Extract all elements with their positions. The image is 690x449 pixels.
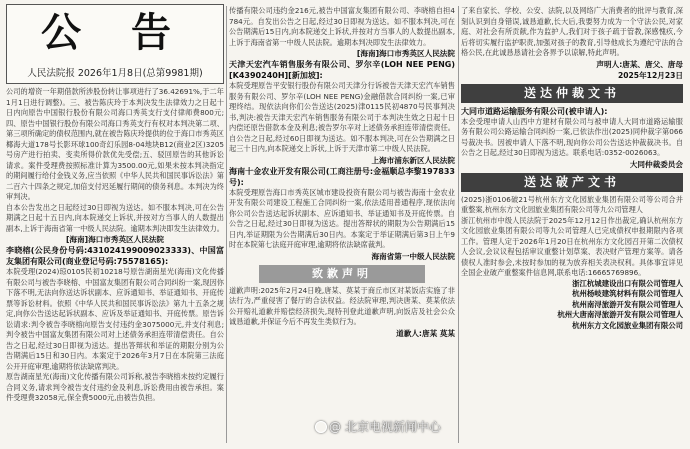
notice-paragraph: (2025)浙0106破21号杭州东方文化园旅业集团有限公司等公司合并重整案,杭州东方文化园旅业集团有限公司等九公司管理人 (461, 194, 683, 214)
column-middle (229, 0, 455, 449)
statement-signers: 声明人:唐某、唐父、唐母 (596, 59, 683, 69)
column-divider (458, 6, 459, 443)
notice-paragraph: 道歉声明:2025年2月24日晚,唐某、莫某于商丘市区对某饭店实施了非法行为,严重侵害了餐厅的合法权益。经法院审理,判决唐某、莫某依法公开赔礼道歉并赔偿经济损失,现特刊登此道歉声明,向饭店及社会公众诚恳道歉,并保证今后不再发生类似行为。 (229, 285, 455, 326)
administrator-list: 浙江杭城建设出口有限公司管理人 杭州杨岐建筑材料有限公司管理人 杭州南浔旅游开发有限公司管理人 杭州大唐南浔旅游开发有限公司管理人 杭州东方文化园旅业集团有限公司 (557, 278, 683, 330)
court-signature: 上海市浦东新区人民法院 (371, 155, 455, 165)
watermark (315, 418, 441, 435)
arbitration-banner: 送达仲裁文书 (461, 84, 683, 103)
court-signature: 海南省第一中级人民法院 (371, 251, 455, 261)
watermark-text: @ 北京电视新闻中心 (329, 420, 441, 434)
notice-paragraph: 浙江杭州市中级人民法院于2025年12月12日作出裁定,确认杭州东方文化园旅业集团有限公司等九公司管理人已完成债权申报期限内各项工作。管理人定于2026年1月20日在杭州东方文化园召开第二次债权人会议,会议议程包括审议重整计划草案、表决财产管理方案等。请各债权人准时参会,未按时参加的视为放弃相关表决权利。具体事宜详见全国企业破产重整案件信息网,联系电话:16665769896。 (461, 215, 683, 277)
weibo-icon (315, 421, 327, 433)
apology-signers: 道歉人:唐某 莫某 (396, 328, 455, 338)
notice-paragraph: 本院受理(2024)琼0105民初10218号原告湖南星光(海南)文化传播有限公司与被告李晓榕、中国富友集团有限公司合同纠纷一案,现因你下落不明,无法向你送达诉状副本、应诉通知书、举证通知书、开庭传票等诉讼材料。依照《中华人民共和国民事诉讼法》第九十五条之规定,向你公告送达起诉状副本、应诉及举证通知书、开庭传票。原告诉讼请求:判令被告李晓榕向原告支付违约金3075000元,并支付利息;判令被告中国富友集团有限公司对上述债务承担连带清偿责任。自公告之日起,经过30日即视为送达。提出答辩状和举证的期限分别为公告期满后15日和30日内。本案定于2026年3月7日在本院第三法庭公开开庭审理,逾期将依法缺席判决。 (6, 267, 224, 371)
notice-paragraph: 本院受理原告平安银行股份有限公司天津分行诉被告天津天宏汽车销售服务有限公司、罗尔辛(LOH NEE PENG)金融借款合同纠纷一案,已审理终结。现依法向你们公告送达(2025)津0115民初4870号民事判决书,判决:被告天津天宏汽车销售服务有限公司于本判决生效之日起十日内偿还原告借款本金及利息;被告罗尔辛对上述债务承担连带清偿责任。自公告之日起,经过60日即视为送达。如不服本判决,可在公告期满之日起三十日内,向本院递交上诉状,上诉于天津市第二中级人民法院。 (229, 81, 455, 153)
apology-banner: 致歉声明 (259, 265, 425, 283)
notice-paragraph: 了来自家长、学校、公安、法院,以及网络广大消费者的批评与教育,深刻认识到自身错误,诚恳道歉,长大后,我要努力成为一个守法公民,对家庭、对社会有所贡献,作为监护人,我们对于孩子疏于管教,深感愧疚,今后将切实履行监护职责,加强对孩子的教育,引导他成长为遵纪守法的合格公民,在此诚恳恳请社会各界予以谅解,特此声明。 (461, 6, 683, 57)
masthead-title: 公 告 (41, 9, 189, 56)
notice-paragraph: 本院受理原告海口市秀英区城市建设投资有限公司与被告海南十金农业开发有限公司建设工程施工合同纠纷一案,依法适用普通程序,现依法向你公司公告送达起诉状副本、应诉通知书、举证通知书及开庭传票。自公告之日起,经过30日即视为送达。提出答辩状的期限为公告期满后15日内,举证期限为公告期满后30日内。本案定于举证期满后第3日上午9时在本院第七法庭开庭审理,逾期将依法缺席裁判。 (229, 187, 455, 249)
bankruptcy-banner: 送达破产文书 (461, 173, 683, 192)
arbitration-signature: 大同仲裁委员会 (629, 159, 683, 169)
court-signature: [海南]海口市秀英区人民法院 (356, 49, 455, 58)
notice-paragraph: 自本公告发出之日起经过30日即视为送达。如不服本判决,可在公告期满之日起十五日内,向本院递交上诉状,并按对方当事人的人数提出副本,上诉于海南省第一中级人民法院。逾期本判决即发生法律效力。 (6, 202, 224, 233)
column-divider (226, 6, 227, 443)
case-heading: 李晓榕(公民身份号码:431024199009023333)、中国富友集团有限公司(商业登记号码:75578165): (6, 246, 224, 266)
notice-paragraph: 本会受理申请人山西中方建材有限公司与被申请人大同市道路运输服务有限公司公路运输合同纠纷一案,已依法作出(2025)同仲裁字第066号裁决书。因被申请人下落不明,现向你公司公告送达仲裁裁决书。自公告之日起,经过30日即视为送达。联系电话:0352-0026063。 (461, 116, 683, 157)
notice-paragraph: 公司的增资一年期借款所涉股份转让事项进行了36.42691%,于二年1月1日进行调整)。三、被告陈庆玲于本判决发生法律效力之日起十日内向原告中国银行股份有限公司海口秀英支行支付律师费800元;四、原告中国银行股份有限公司海口秀英支行有权对本判决第二项、第三项所确定的债权范围内,就在被告陈庆玲提供的位于海口市秀英区椰海大道178号长影环球100奇幻乐园8-04地块B12(商业2区)3205号房产进行拍卖、变卖所得价款优先受偿;五、驳回原告的其他诉讼请求。案件受理费按照标准计算为3500.00元,如果未按本判决指定的期间履行给付金钱义务,应当依照《中华人民共和国民事诉讼法》第二百六十四条之规定,加倍支付迟延履行期间的债务利息。本判决为终审判决。 (6, 87, 224, 201)
notice-paragraph: 原告湖南星光(海南)文化传播有限公司诉称,被告李晓榕未按约定履行合同义务,请求判令被告支付违约金及利息,诉讼费用由被告承担。案件受理费32058元,保全费5000元,由被告负担。 (6, 372, 224, 402)
statement-date: 2025年12月23日 (617, 70, 683, 80)
column-left (6, 0, 224, 449)
masthead (6, 4, 224, 84)
case-heading: 大同市道路运输服务有限公司(被申请人): (461, 106, 608, 116)
column-right (461, 0, 683, 449)
case-heading: 天津天宏汽车销售服务有限公司、罗尔辛(LOH NEE PENG)[K4390240H][新加坡]: (229, 60, 455, 80)
masthead-issue: 人民法院报 2026年1月8日(总第9981期) (27, 68, 203, 79)
court-signature: [海南]海口市秀英区人民法院 (65, 235, 165, 244)
case-heading: 海南十金农业开发有限公司(工商注册号:金福顺总李黎197833号): (229, 166, 455, 187)
notice-paragraph: 传播有限公司违约金216元,被告中国富友集团有限公司、李晓榕自担4784元。自发出公告之日起,经过30日即视为送达。如不服本判决,可在公告期满后15日内,向本院递交上诉状,并按对方当事人的人数提出副本,上诉于海南省第一中级人民法院。逾期本判决即发生法律效力。 (229, 6, 455, 47)
